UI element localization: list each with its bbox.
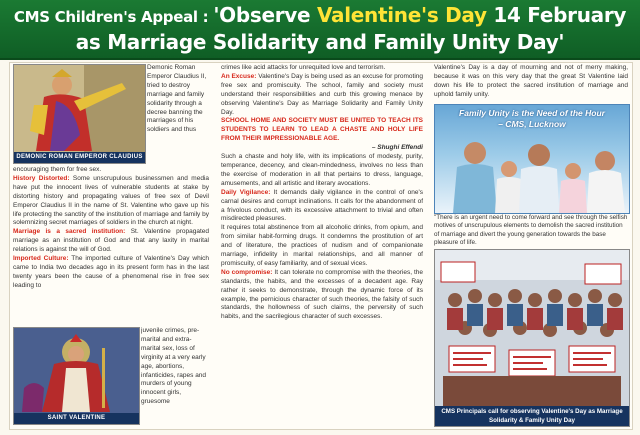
text-history: Some unscrupulous businessmen and media have put the innocent lives of vulnerable students at stake by distorting history and propagating values of free sex of Devil Emperor Claudius II in the name of St. Valentine who gave up his life protecting the sanctity of the institution of marriage and family by solemnizing secret marriages of soldiers in the church at night. bbox=[13, 174, 209, 227]
col2-para-vigilance bbox=[221, 189, 423, 225]
col2-p2: Such a chaste and holy life, with its implications of modesty, purity, temperance, decency, and clean-mindedness, involves no less than the exercise of moderation in all that pertains to dress, language, amusements, and all artistic and literary avocations. bbox=[221, 153, 423, 187]
emperor-illustration bbox=[14, 65, 145, 163]
col2-p4: It requires total abstinence from all alcoholic drinks, from opium, and from similar habit-forming drugs. It condemns the prostitution of art and of literature, the practices of nudism and of companionate marriage, infidelity in marital relationships, and all manner of promiscuity, of easy familiarity, and of sexual vices. bbox=[221, 224, 423, 267]
text-vigilance: It demands daily vigilance in the control of one's carnal desires and corrupt inclinations. It calls for the abandonment of a frivolous conduct, with its excessive attachment to trivial and often misdirected pleasures. bbox=[221, 188, 423, 223]
saint-valentine-image bbox=[13, 327, 140, 425]
headline bbox=[10, 3, 630, 55]
headline-banner bbox=[0, 0, 640, 60]
protest-image bbox=[434, 249, 630, 427]
heading-culture: Imported Culture: bbox=[13, 255, 69, 263]
emperor-image bbox=[13, 64, 146, 164]
saint-valentine-illustration bbox=[14, 328, 139, 424]
col1-float-text: Demonic Roman Emperor Claudius II, tried to destroy marriage and family solidarity through a decree banning the marriages of his soldiers and thus bbox=[147, 64, 207, 134]
family-title-line2: – CMS, Lucknow bbox=[498, 119, 566, 129]
emperor-caption: DEMONIC ROMAN EMPEROR CLAUDIUS bbox=[14, 152, 145, 163]
headline-prefix: CMS Children's Appeal : bbox=[13, 8, 214, 26]
heading-marriage: Marriage is a sacred institution: bbox=[13, 228, 126, 236]
text-excuse: Valentine's Day is being used as an excuse for promoting free sex and promiscuity. The school, family and society must understand their responsibilities and curb this growing menace by observing Valentine's Day as Marriage Solidarity and Family Unity Day. bbox=[221, 72, 423, 116]
headline-quote-open: 'Observe bbox=[213, 3, 317, 27]
col1-body bbox=[13, 166, 209, 326]
headline-date: 14 February bbox=[486, 3, 627, 27]
family-title bbox=[435, 108, 629, 130]
text-marriage: St. Valentine propagated marriage as an institution of God and that any laxity in marital relations is against the will of God. bbox=[13, 228, 209, 254]
col1-float-text-2: juvenile crimes, pre-marital and extra-marital sex, loss of virginity at a very early age, abortions, infanticides, rapes and murders of young innocent girls, gruesome bbox=[141, 327, 207, 406]
heading-history: History Distorted: bbox=[13, 174, 70, 182]
heading-vigilance: Daily Vigilance: bbox=[221, 188, 271, 196]
heading-excuse: An Excuse: bbox=[221, 72, 257, 80]
col3-quote: "There is an urgent need to come forward and see through the selfish motives of unscrupulous elements to demolish the sacred institution of marriage and divert the young generation towards the base pleasure of life. bbox=[434, 214, 628, 246]
col1-para-history bbox=[13, 175, 209, 228]
text-culture: The imported culture of Valentine's Day which came to India two decades ago in its present form has in the last twenty years been the cause of a phenomenal rise in free sex leading to bbox=[13, 255, 209, 289]
col3-top-text: Valentine's Day is a day of mourning and not of merry making, because it was on this very day that the great St Valentine laid down his life to protect the sacred institution of marriage and uphold family unity. bbox=[434, 64, 628, 98]
col1-para-culture bbox=[13, 255, 209, 291]
col2-body bbox=[221, 64, 423, 424]
protest-caption: CMS Principals call for observing Valentine's Day as Marriage Solidarity & Family Unity Day bbox=[435, 406, 629, 426]
col1-para-marriage bbox=[13, 228, 209, 255]
col2-p0: crimes like acid attacks for unrequited love and terrorism. bbox=[221, 64, 386, 71]
col1-cont: encouraging them for free sex. bbox=[13, 166, 102, 173]
valentine-caption: SAINT VALENTINE bbox=[14, 413, 139, 424]
protest-illustration bbox=[435, 250, 629, 407]
col2-para-excuse bbox=[221, 73, 423, 118]
col2-signature: – Shughi Effendi bbox=[371, 144, 423, 152]
headline-line2: as Marriage Solidarity and Family Unity Day' bbox=[75, 30, 565, 54]
text-compromise: It can tolerate no compromise with the theories, the standards, the habits, and the excesses of a decadent age. Ray rather it seeks to demonstrate, through the dynamic force of its example, the pernicious character of such theories, the falsity of such standards, the hollowness of such claims, the perversity of such habits, and the sacrilegious character of such excesses. bbox=[221, 268, 423, 321]
family-title-line1: Family Unity is the Need of the Hour bbox=[459, 108, 605, 118]
family-image bbox=[434, 104, 630, 214]
headline-highlight: Valentine's Day bbox=[316, 3, 487, 27]
col2-red-callout: SCHOOL HOME AND SOCIETY MUST BE UNITED TO TEACH ITS STUDENTS TO LEARN TO LEAD A CHASTE AND HOLY LIFE FROM THEIR IMPRESSIONABLE AGE. bbox=[221, 117, 423, 143]
heading-compromise: No compromise: bbox=[221, 268, 273, 276]
col2-para-compromise bbox=[221, 269, 423, 322]
